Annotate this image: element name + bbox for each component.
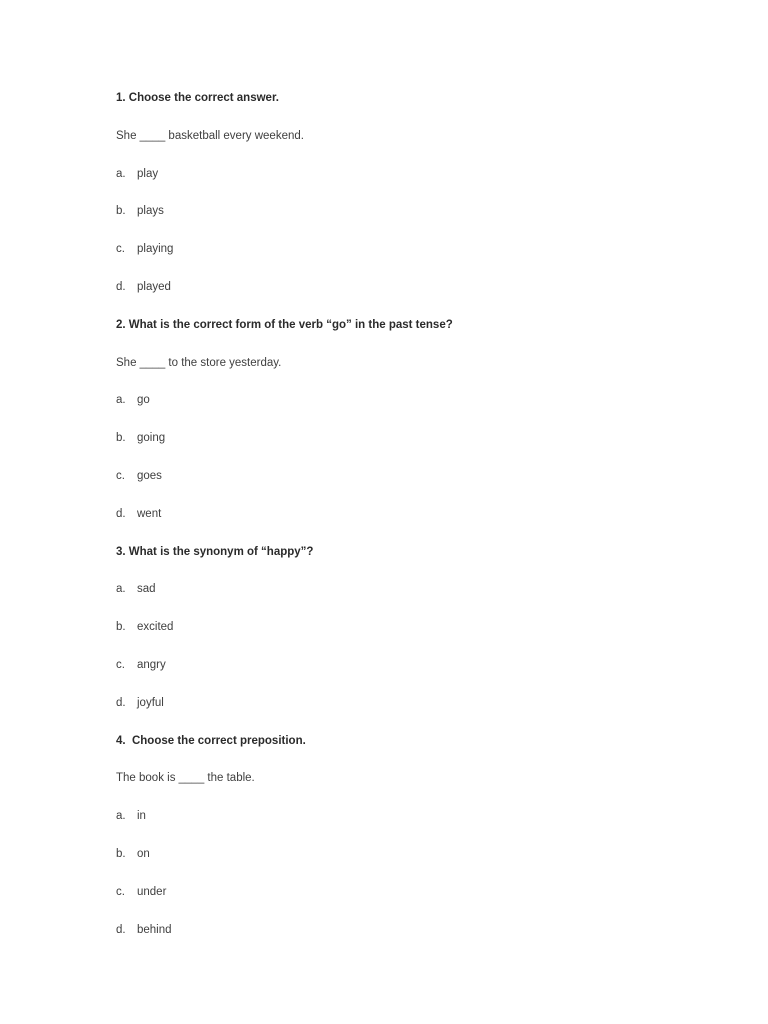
option-letter: c. — [116, 658, 125, 671]
question-1-option-a — [116, 166, 676, 204]
option-text: behind — [137, 923, 172, 936]
question-1-sentence: She ____ basketball every weekend. — [116, 129, 304, 142]
option-text: sad — [137, 583, 156, 596]
option-letter: d. — [116, 280, 126, 293]
option-text: play — [137, 167, 159, 180]
question-2-option-c — [116, 468, 676, 506]
option-text: played — [137, 280, 171, 293]
option-letter: d. — [116, 696, 126, 709]
option-letter: c. — [116, 885, 125, 898]
option-text: angry — [137, 658, 166, 671]
option-text: going — [137, 432, 166, 445]
option-text: on — [137, 847, 150, 860]
question-1-option-c — [116, 241, 676, 279]
option-letter: a. — [116, 810, 126, 823]
option-text: plays — [137, 205, 164, 218]
option-letter: d. — [116, 923, 126, 936]
option-text: go — [137, 394, 150, 407]
question-4-option-b — [116, 846, 676, 884]
option-letter: a. — [116, 583, 126, 596]
question-1-title: 1. Choose the correct answer. — [116, 92, 279, 104]
option-letter: b. — [116, 847, 126, 860]
question-3-option-b — [116, 619, 676, 657]
option-text: under — [137, 885, 167, 898]
question-2-sentence: She ____ to the store yesterday. — [116, 356, 282, 369]
option-letter: c. — [116, 469, 125, 482]
question-2-title: 2. What is the correct form of the verb “go” in the past tense? — [116, 318, 453, 331]
question-1-option-d — [116, 279, 676, 317]
option-letter: b. — [116, 432, 126, 445]
question-2-option-b — [116, 430, 676, 468]
question-4-option-d — [116, 922, 676, 960]
option-letter: b. — [116, 621, 126, 634]
question-3-option-d — [116, 695, 676, 733]
option-text: playing — [137, 243, 174, 256]
option-letter: c. — [116, 243, 125, 256]
question-3-title: 3. What is the synonym of “happy”? — [116, 545, 314, 558]
option-letter: a. — [116, 394, 126, 407]
question-2-option-d — [116, 506, 676, 544]
question-3-option-a — [116, 581, 676, 619]
question-2-option-a — [116, 392, 676, 430]
option-text: went — [137, 507, 162, 520]
option-text: joyful — [137, 696, 164, 709]
option-text: in — [137, 810, 146, 823]
question-3-option-c — [116, 657, 676, 695]
option-text: goes — [137, 469, 162, 482]
option-letter: b. — [116, 205, 126, 218]
option-letter: d. — [116, 507, 126, 520]
question-4-title: 4. Choose the correct preposition. — [116, 734, 306, 747]
question-1-option-b — [116, 203, 676, 241]
quiz-document — [116, 90, 676, 959]
question-4-sentence: The book is ____ the table. — [116, 772, 255, 785]
option-letter: a. — [116, 167, 126, 180]
question-4-option-c — [116, 884, 676, 922]
question-4-option-a — [116, 808, 676, 846]
option-text: excited — [137, 621, 174, 634]
